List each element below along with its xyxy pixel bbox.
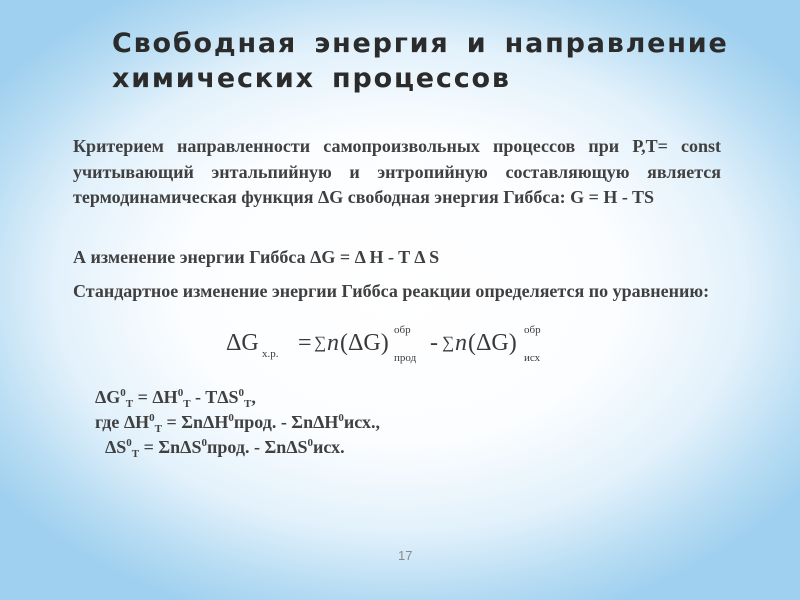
equation-entropy-standard: $\Delta S^0_T$ = ΣnΔS$^0$прод. - ΣnΔS$^0$исх. (105, 437, 345, 460)
paragraph-gibbs-change: А изменение энергии Гиббса ΔG = Δ H - T Δ S (73, 247, 440, 267)
formula-minus: - (430, 330, 438, 356)
formula-n-reactants: n (455, 330, 467, 356)
equation-gibbs-standard: $\Delta G^0_T = \Delta H^0_T - T\Delta S^0_T$, (95, 387, 256, 410)
equation-enthalpy-standard: где $\Delta H^0_T$ = ΣnΔH$^0$прод. - ΣnΔH$^0$исх., (95, 412, 380, 435)
formula-subscript-products: прод (394, 352, 417, 364)
formula-sum-products: ∑ (314, 333, 327, 352)
formula-n-products: n (327, 330, 339, 356)
formula-subscript-reactants: исх (524, 352, 541, 364)
formula-sum-reactants: ∑ (442, 333, 455, 352)
standard-equations (95, 385, 380, 460)
paragraph-standard-change: Стандартное изменение энергии Гиббса реакции определяется по уравнению: (73, 281, 710, 301)
formula-superscript-formation-1: обр (394, 324, 411, 336)
formula-dg-products: (ΔG) (340, 330, 389, 356)
formula-dg-reactants: (ΔG) (468, 330, 517, 356)
formula-equals: = (298, 330, 312, 356)
paragraph-gibbs-criterion: Критерием направленности самопроизвольных процессов при Р,Т= const учитывающий энтальпийную и энтропийную составляющую является термодинамическая функция ΔG свободная энергия Гиббса: G = H - TS (73, 136, 721, 207)
slide-title: Свободная энергия и направление химических процессов (112, 28, 729, 94)
page-number: 17 (398, 548, 413, 563)
gibbs-reaction-formula (226, 322, 586, 370)
formula-superscript-formation-2: обр (524, 324, 541, 336)
formula-delta-g: ΔG (226, 330, 259, 356)
formula-subscript-reaction: х.р. (262, 348, 279, 360)
